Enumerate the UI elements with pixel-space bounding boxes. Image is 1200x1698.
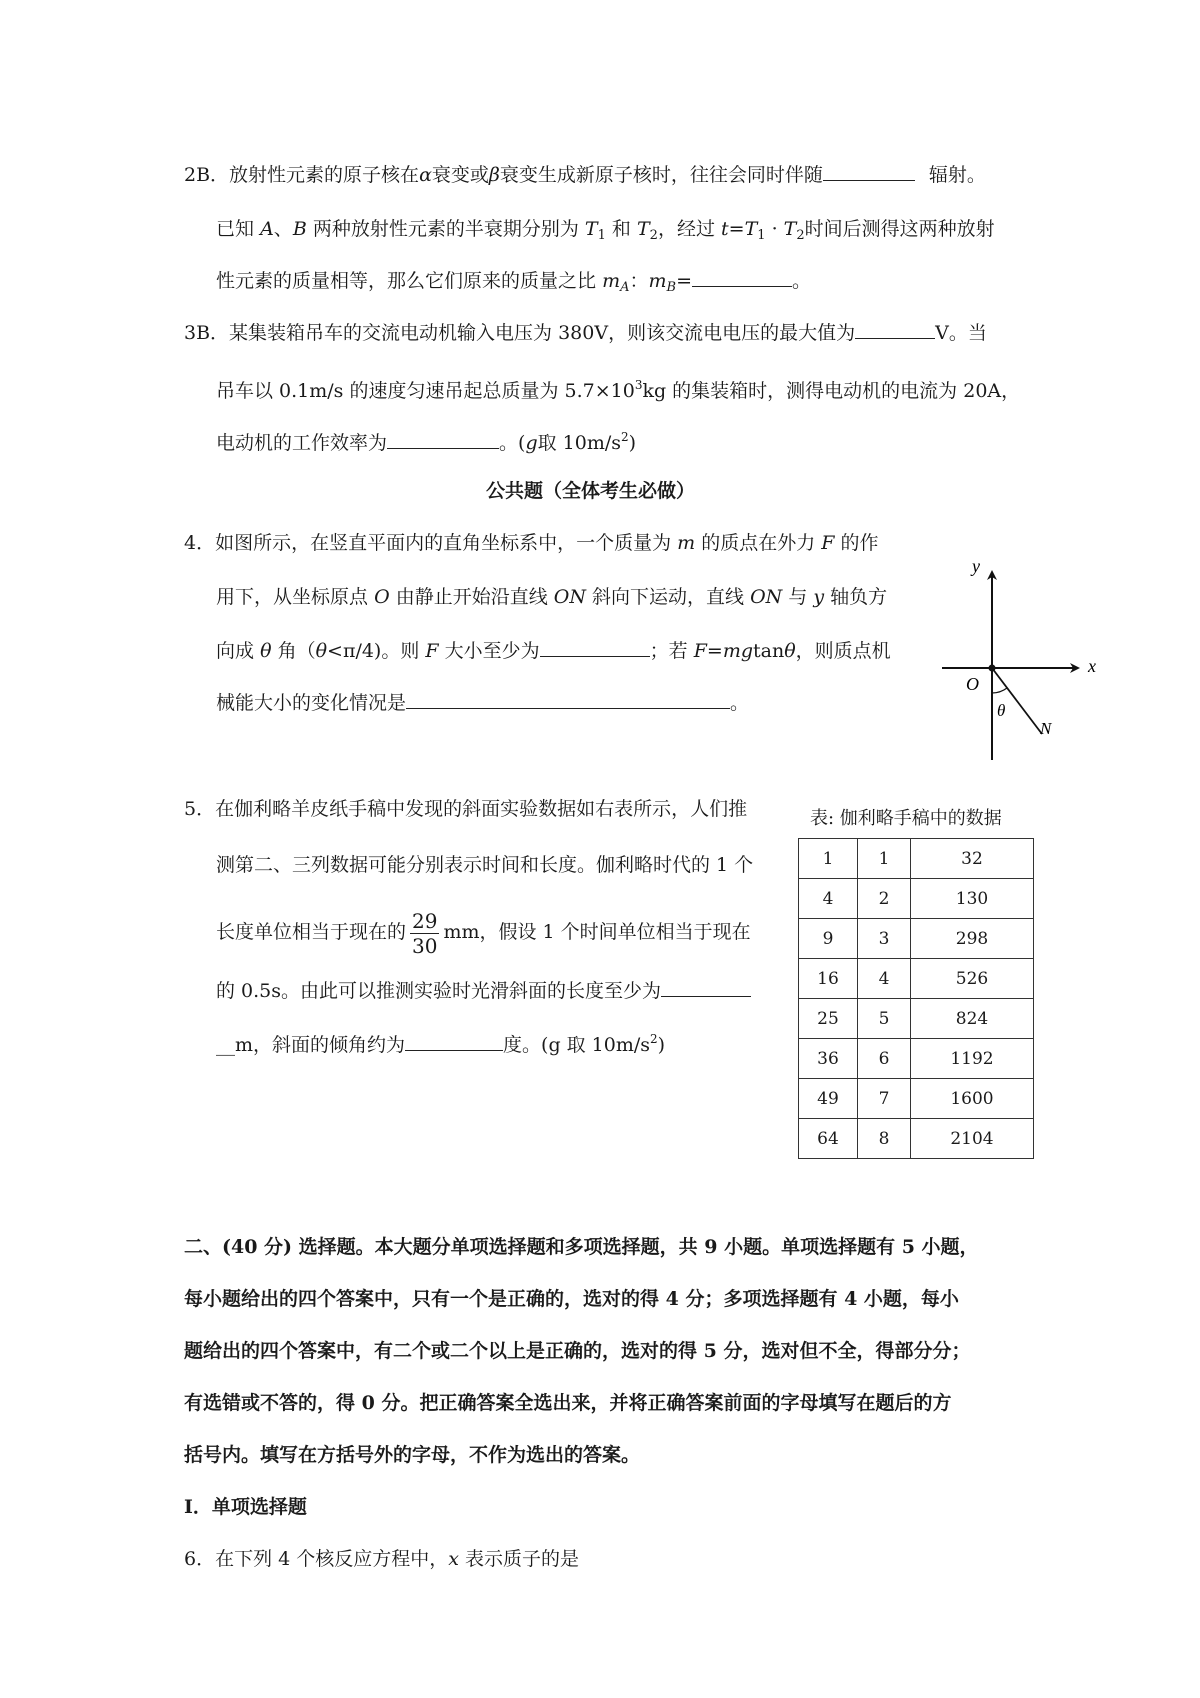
answer-blank[interactable] — [855, 318, 935, 339]
q2b-line1: 2B．放射性元素的原子核在α衰变或β衰变生成新原子核时，往往会同时伴随 辐射。 — [184, 160, 986, 188]
section2-line4: 有选错或不答的，得 0 分。把正确答案全选出来，并将正确答案前面的字母填写在题后的方 — [184, 1392, 952, 1414]
table-row: 9 3 298 — [799, 919, 1034, 959]
section2-line2: 每小题给出的四个答案中，只有一个是正确的，选对的得 4 分；多项选择题有 4 小题，每小 — [184, 1288, 959, 1310]
q3b-line2: 吊车以 0.1m/s 的速度匀速吊起总质量为 $5.7\times 10^3kg$ 的集装箱时，测得电动机的电流为 20A， — [216, 378, 1021, 402]
table-row: 16 4 526 — [799, 959, 1034, 999]
q6-line: 6．在下列 4 个核反应方程中，x 表示质子的是 — [184, 1548, 580, 1570]
q5-line3: 长度单位相当于现在的 $\frac{29}{30}$ mm，假设 1 个时间单位相当于现在 — [216, 908, 751, 958]
q4-line1: 4．如图所示，在竖直平面内的直角坐标系中，一个质量为 m 的质点在外力 F 的作 — [184, 532, 879, 554]
galileo-data-table — [798, 838, 1034, 1159]
section2-line3: 题给出的四个答案中，有二个或二个以上是正确的，选对的得 5 分，选对但不全，得部分分； — [184, 1340, 971, 1362]
table-row: 25 5 824 — [799, 999, 1034, 1039]
table-row: 49 7 1600 — [799, 1079, 1034, 1119]
q5-line4: 的 0.5s。由此可以推测实验时光滑斜面的长度至少为 — [216, 976, 751, 1004]
fraction-29-30: $\frac{29}{30}$ — [412, 908, 438, 958]
q2b-line3: 性元素的质量相等，那么它们原来的质量之比 $m_A$：$m_B=$ 。 — [216, 266, 811, 301]
q4-line2: 用下，从坐标原点 O 由静止开始沿直线 ON 斜向下运动，直线 ON 与 y 轴负方 — [216, 586, 888, 608]
y-axis-label: y — [972, 556, 980, 576]
section2-line1: 二、(40 分) 选择题。本大题分单项选择题和多项选择题，共 9 小题。单项选择题有 5 小题， — [184, 1236, 979, 1258]
q3b-line3: 电动机的工作效率为 。(g取 $10m/s^2$) — [216, 430, 637, 454]
answer-blank[interactable] — [405, 1030, 503, 1051]
table-caption: 表: 伽利略手稿中的数据 — [810, 808, 1002, 829]
answer-blank[interactable] — [661, 976, 751, 997]
x-axis-label: x — [1088, 656, 1096, 676]
theta-label: θ — [997, 701, 1006, 720]
n-label: N — [1040, 719, 1052, 738]
table-row: 1 1 32 — [799, 839, 1034, 879]
subsection-single-choice: Ⅰ．单项选择题 — [184, 1496, 307, 1518]
answer-blank[interactable] — [540, 636, 650, 657]
q3b-line1: 3B．某集装箱吊车的交流电动机输入电压为 380V，则该交流电电压的最大值为 V。当 — [184, 318, 987, 346]
q5-line2: 测第二、三列数据可能分别表示时间和长度。伽利略时代的 1 个 — [216, 854, 754, 876]
origin-label: O — [966, 674, 979, 694]
section2-line5: 括号内。填写在方括号外的字母，不作为选出的答案。 — [184, 1444, 641, 1466]
origin-point — [989, 665, 996, 672]
section-heading-common: 公共题（全体考生必做） — [486, 480, 696, 502]
answer-blank[interactable] — [406, 688, 730, 709]
table-row: 64 8 2104 — [799, 1119, 1034, 1159]
table-row: 36 6 1192 — [799, 1039, 1034, 1079]
q5-line1: 5．在伽利略羊皮纸手稿中发现的斜面实验数据如右表所示，人们推 — [184, 798, 748, 820]
answer-blank[interactable] — [692, 266, 792, 287]
answer-blank[interactable] — [387, 428, 499, 449]
table-row: 4 2 130 — [799, 879, 1034, 919]
q5-line5: __m，斜面的倾角约为 度。(g 取 $10m/s^2$) — [216, 1032, 666, 1056]
q2b-line2: 已知 A、B 两种放射性元素的半衰期分别为 $T_1$ 和 $T_2$，经过 $t=T_1 \cdot T_2$时间后测得这两种放射 — [216, 218, 995, 243]
q4-line4: 械能大小的变化情况是 。 — [216, 688, 749, 716]
answer-blank[interactable] — [823, 160, 915, 181]
theta-arc — [992, 688, 1007, 693]
q4-line3: 向成 θ 角（θ<π/4)。则 F 大小至少为 ；若 F=mgtanθ，则质点机 — [216, 636, 891, 664]
coordinate-figure — [920, 548, 1120, 768]
